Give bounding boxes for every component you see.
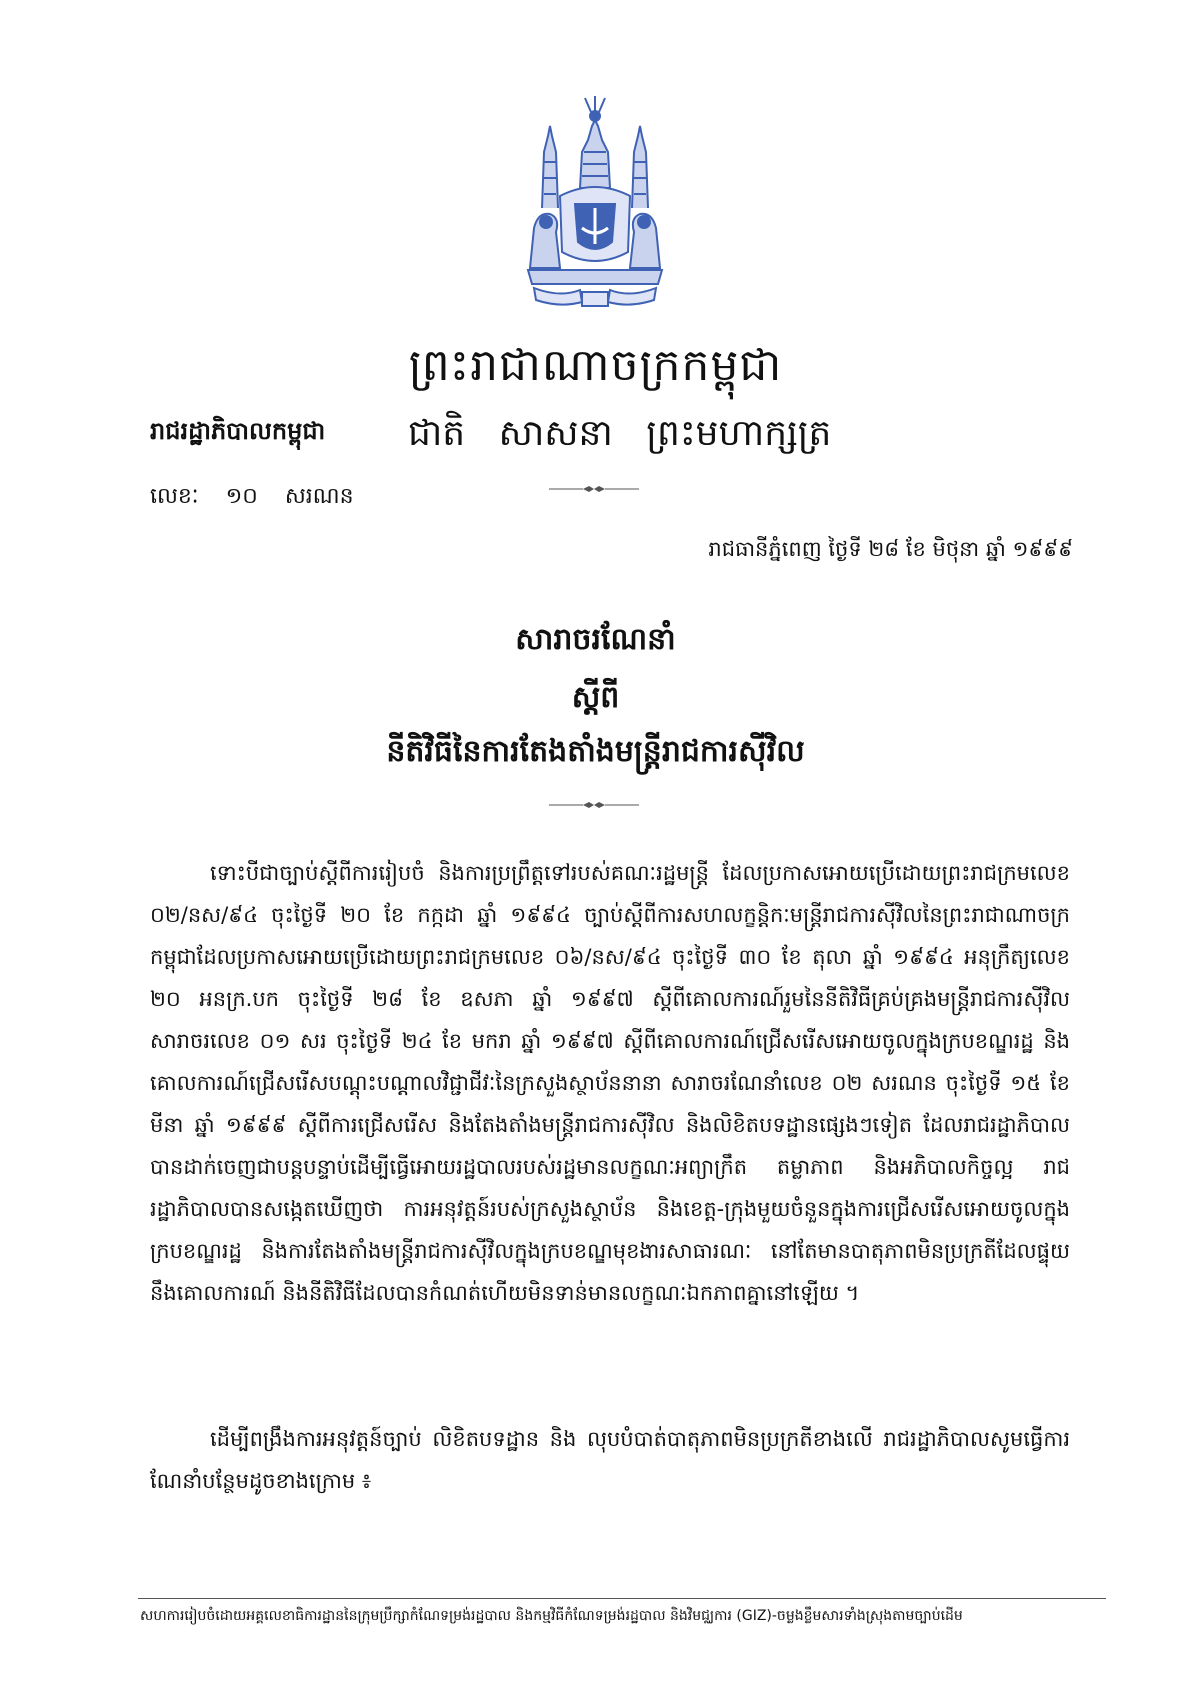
ornament-divider-icon: [549, 800, 639, 810]
body-paragraph-1: ទោះបីជាច្បាប់ស្តីពីការរៀបចំ និងការប្រព្រឹត្តទៅរបស់គណៈរដ្ឋមន្ត្រី ដែលប្រកាសអោយប្រើដោយព្រះរាជក្រមលេខ ០២/នស/៩៤ ចុះថ្ងៃទី ២០ ខែ កក្កដា ឆ្នាំ ១៩៩៤ ច្បាប់ស្តីពីការសហលក្ខន្តិកៈមន្ត្រីរាជការស៊ីវិលនៃព្រះរាជាណាចក្រកម្ពុជាដែលប្រកាសអោយប្រើដោយព្រះរាជក្រមលេខ ០៦/នស/៩៤ ចុះថ្ងៃទី ៣០ ខែ តុលា ឆ្នាំ ១៩៩៤ អនុក្រឹត្យលេខ ២០ អនក្រ.បក ចុះថ្ងៃទី ២៨ ខែ ឧសភា ឆ្នាំ ១៩៩៧ ស្តីពីគោលការណ៍រួមនៃនីតិវិធីគ្រប់គ្រងមន្ត្រីរាជការស៊ីវិល សារាចរលេខ ០១ សរ ចុះថ្ងៃទី ២៤ ខែ មករា ឆ្នាំ ១៩៩៧ ស្តីពីគោលការណ៍ជ្រើសរើសអោយចូលក្នុងក្របខណ្ឌរដ្ឋ និងគោលការណ៍ជ្រើសរើសបណ្តុះបណ្តាលវិជ្ជាជីវៈនៃក្រសួងស្ថាប័ននានា សារាចរណែនាំលេខ ០២ សរណន ចុះថ្ងៃទី ១៥ ខែ មីនា ឆ្នាំ ១៩៩៩ ស្តីពីការជ្រើសរើស និងតែងតាំងមន្ត្រីរាជការស៊ីវិល និងលិខិតបទដ្ឋានផ្សេងៗទៀត ដែលរាជរដ្ឋាភិបាលបានដាក់ចេញជាបន្តបន្ទាប់ដើម្បីធ្វើអោយរដ្ឋបាលរបស់រដ្ឋមានលក្ខណៈអព្យាក្រឹត តម្លាភាព និងអភិបាលកិច្ចល្អ រាជរដ្ឋាភិបាលបានសង្កេតឃើញថា ការអនុវត្តន៍របស់ក្រសួងស្ថាប័ន និងខេត្ត-ក្រុងមួយចំនួនក្នុងការជ្រើសរើសអោយចូលក្នុងក្របខណ្ឌរដ្ឋ និងការតែងតាំងមន្ត្រីរាជការស៊ីវិលក្នុងក្របខណ្ឌមុខងារសាធារណៈ នៅតែមានបាតុភាពមិនប្រក្រតីដែលផ្ទុយនឹងគោលការណ៍ និងនីតិវិធីដែលបានកំណត់ហើយមិនទាន់មានលក្ខណៈឯកភាពគ្នានៅឡើយ ។: [150, 861, 1070, 1305]
footer-note: សហការរៀបចំដោយអគ្គលេខាធិការដ្ឋាននៃក្រុមប្រឹក្សាកំណែទម្រង់រដ្ឋបាល និងកម្មវិធីកំណែទម្រង់រដ្ឋបាល និងវិមជ្ឈការ (GIZ)-ចម្លងខ្លឹមសារទាំងស្រុងតាមច្បាប់ដើម: [140, 1608, 963, 1624]
header-row: [150, 410, 1050, 460]
royal-coat-of-arms-icon: [520, 92, 670, 310]
document-reference-number: លេខៈ ១០ សរណន: [150, 484, 354, 509]
ornament-divider-icon: [549, 484, 639, 494]
document-subject: នីតិវិធីនៃការតែងតាំងមន្ត្រីរាជការស៊ីវិល: [386, 734, 805, 769]
government-name: រាជរដ្ឋាភិបាលកម្ពុជា: [150, 417, 326, 445]
place-and-date: រាជធានីភ្នំពេញ ថ្ងៃទី ២៨ ខែ មិថុនា ឆ្នាំ ១៩៩៩: [708, 537, 1073, 561]
document-title-about: ស្តីពី: [571, 680, 620, 715]
national-motto: ជាតិ សាសនា ព្រះមហាក្សត្រ: [408, 413, 832, 454]
body-paragraph-2: ដើម្បីពង្រឹងការអនុវត្តន៍ច្បាប់ លិខិតបទដ្ឋាន និង លុបបំបាត់បាតុភាពមិនប្រក្រតីខាងលើ រាជរដ្ឋាភិបាលសូមធ្វើការណែនាំបន្ថែមដូចខាងក្រោម ៖: [150, 1427, 1070, 1493]
footer-divider: [138, 1598, 1106, 1599]
kingdom-heading: ព្រះរាជាណាចក្រកម្ពុជា: [408, 340, 783, 391]
document-title: សារាចរណែនាំ: [515, 622, 676, 657]
